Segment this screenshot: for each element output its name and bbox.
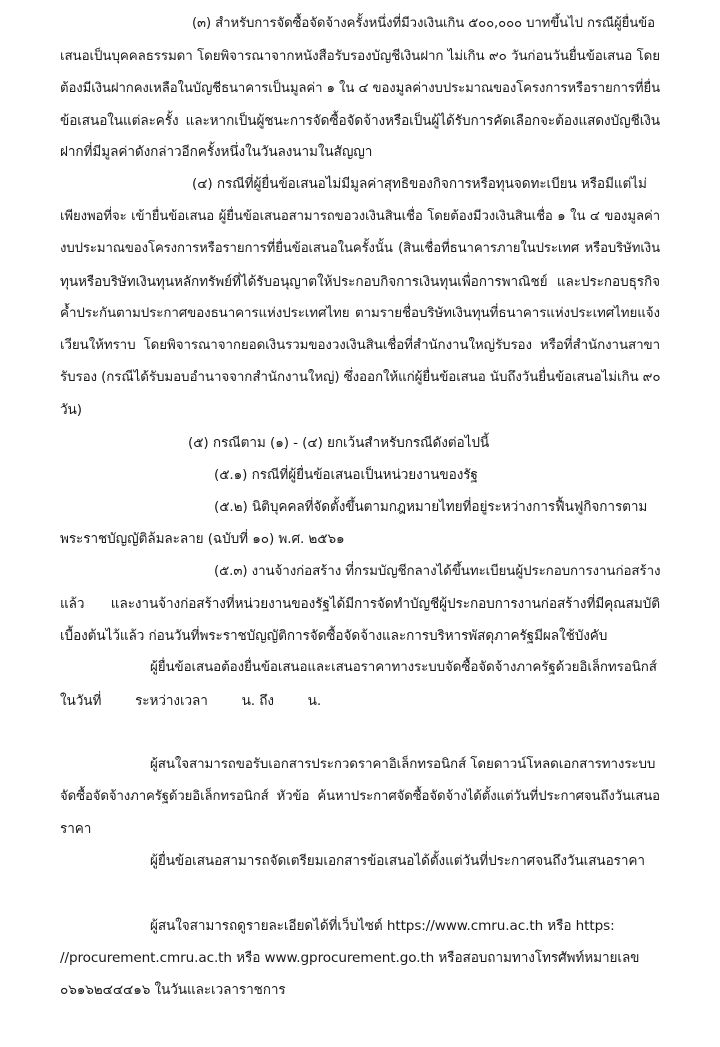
- text-line: ฝากที่มีมูลค่าดังกล่าวอีกครั้งหนึ่งในวันลงนามในสัญญา: [60, 144, 373, 160]
- text-line: (๕.๒) นิติบุคคลที่จัดตั้งขึ้นตามกฎหมายไทยที่อยู่ระหว่างการฟื้นฟูกิจการตาม: [214, 499, 648, 515]
- text-line: ผู้ยื่นข้อเสนอต้องยื่นข้อเสนอและเสนอราคาทางระบบจัดซื้อจัดจ้างภาครัฐด้วยอิเล็กทรอนิกส์: [150, 660, 657, 675]
- text-line: แล้ว และงานจ้างก่อสร้างที่หน่วยงานของรัฐได้มีการจัดทำบัญชีผู้ประกอบการงานก่อสร้างที่มีคุณสมบัติ: [60, 596, 660, 612]
- text-line: ๐๖๑๖๒๔๔๔๑๖ ในวันและเวลาราชการ: [60, 982, 286, 998]
- text-line: (๕.๓) งานจ้างก่อสร้าง ที่กรมบัญชีกลางได้ขึ้นทะเบียนผู้ประกอบการงานก่อสร้าง: [214, 564, 661, 579]
- text-line: ต้องมีเงินฝากคงเหลือในบัญชีธนาคารเป็นมูลค่า ๑ ใน ๔ ของมูลค่างบประมาณของโครงการหรือรายการที่ยื่น: [60, 81, 660, 96]
- text-line: งบประมาณของโครงการหรือรายการที่ยื่นข้อเสนอในครั้งนั้น (สินเชื่อที่ธนาคารภายในประเทศ หรือบริษัทเงิน: [60, 241, 660, 256]
- text-line: พระราชบัญญัติล้มละลาย (ฉบับที่ ๑๐) พ.ศ. ๒๕๖๑: [60, 531, 345, 547]
- text-line: เพียงพอที่จะ เข้ายื่นข้อเสนอ ผู้ยื่นข้อเสนอสามารถขอวงเงินสินเชื่อ โดยต้องมีวงเงินสินเชื่อ ๑ ใน ๔ ของมูลค่า: [60, 209, 660, 224]
- text-line: (๓) สำหรับการจัดซื้อจัดจ้างครั้งหนึ่งที่มีวงเงินเกิน ๕๐๐,๐๐๐ บาทขึ้นไป กรณีผู้ยื่นข้อ: [192, 16, 655, 31]
- text-line: ค้ำประกันตามประกาศของธนาคารแห่งประเทศไทย ตามรายชื่อบริษัทเงินทุนที่ธนาคารแห่งประเทศไทยแจ้ง: [60, 306, 660, 321]
- text-line: ผู้สนใจสามารถขอรับเอกสารประกวดราคาอิเล็กทรอนิกส์ โดยดาวน์โหลดเอกสารทางระบบ: [150, 757, 656, 772]
- text-line: ผู้สนใจสามารถดูรายละเอียดได้ที่เว็บไซต์ https://www.cmru.ac.th หรือ https:: [150, 918, 615, 934]
- text-line: ผู้ยื่นข้อเสนอสามารถจัดเตรียมเอกสารข้อเสนอได้ตั้งแต่วันที่ประกาศจนถึงวันเสนอราคา: [150, 853, 645, 869]
- text-line: รับรอง (กรณีได้รับมอบอำนาจจากสำนักงานใหญ่) ซึ่งออกให้แก่ผู้ยื่นข้อเสนอ นับถึงวันยื่นข้อเสนอไม่เกิน ๙๐: [60, 370, 661, 385]
- text-line: ทุนหรือบริษัทเงินทุนหลักทรัพย์ที่ได้รับอนุญาตให้ประกอบกิจการเงินทุนเพื่อการพาณิชย์ และประกอบธุรกิจ: [60, 274, 660, 290]
- text-line: เสนอเป็นบุคคลธรรมดา โดยพิจารณาจากหนังสือรับรองบัญชีเงินฝาก ไม่เกิน ๙๐ วันก่อนวันยื่นข้อเสนอ โดย: [60, 49, 660, 64]
- text-line: (๕) กรณีตาม (๑) - (๔) ยกเว้นสำหรับกรณีดังต่อไปนี้: [188, 435, 490, 451]
- text-line: ราคา: [60, 821, 92, 837]
- text-line: เวียนให้ทราบ โดยพิจารณาจากยอดเงินรวมของวงเงินสินเชื่อที่สำนักงานใหญ่รับรอง หรือที่สำนักงานสาขา: [60, 338, 660, 353]
- text-line: จัดซื้อจัดจ้างภาครัฐด้วยอิเล็กทรอนิกส์ หัวข้อ ค้นหาประกาศจัดซื้อจัดจ้างได้ตั้งแต่วันที่ประกาศจนถึงวันเสนอ: [60, 789, 660, 804]
- text-line: ข้อเสนอในแต่ละครั้ง และหากเป็นผู้ชนะการจัดซื้อจัดจ้างหรือเป็นผู้ได้รับการคัดเลือกจะต้องแสดงบัญชีเงิน: [60, 113, 660, 129]
- text-line: (๔) กรณีที่ผู้ยื่นข้อเสนอไม่มีมูลค่าสุทธิของกิจการหรือทุนจดทะเบียน หรือมีแต่ไม่: [192, 176, 647, 192]
- text-line: (๕.๑) กรณีที่ผู้ยื่นข้อเสนอเป็นหน่วยงานของรัฐ: [214, 467, 478, 483]
- text-line: ในวันที่ ระหว่างเวลา น. ถึง น.: [60, 693, 322, 709]
- text-line: วัน): [60, 402, 82, 418]
- text-line: //procurement.cmru.ac.th หรือ www.gprocurement.go.th หรือสอบถามทางโทรศัพท์หมายเลข: [60, 950, 640, 966]
- text-line: เบื้องต้นไว้แล้ว ก่อนวันที่พระราชบัญญัติการจัดซื้อจัดจ้างและการบริหารพัสดุภาครัฐมีผลใช้บังคับ: [60, 628, 608, 644]
